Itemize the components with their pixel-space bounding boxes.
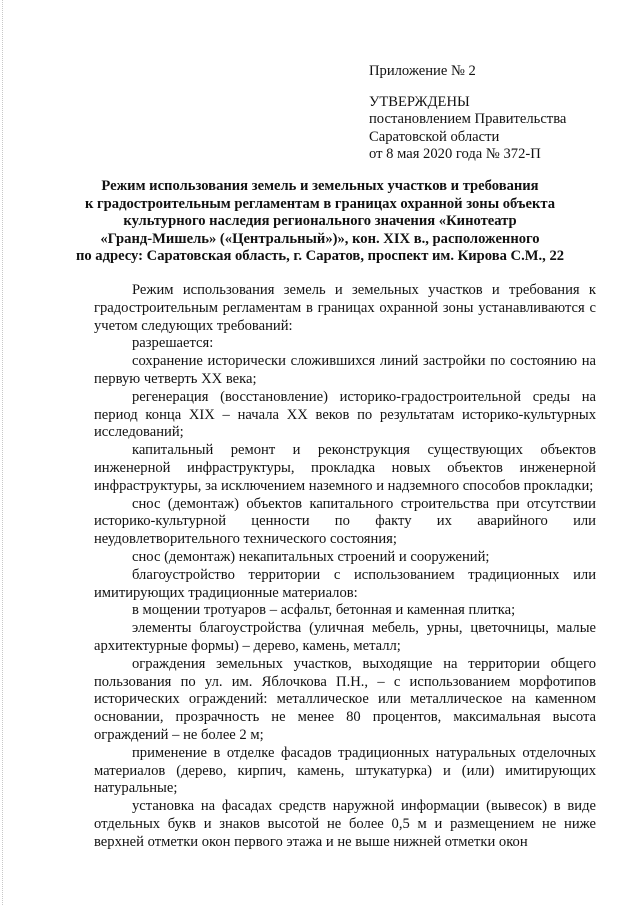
paragraph: ограждения земельных участков, выходящие на территории общего пользования по ул. им. Яблочкова П.Н., – с использованием морфотипов исторических ограждений: металлическое или металлическое на каменном основании, прозрачность не менее 80 процентов, максимальная высота ограждений – не более 2 м; [94, 655, 596, 743]
paragraph: регенерация (восстановление) историко-градостроительной среды на период конца XIX – начала XX веков по результатам историко-культурных исследований; [94, 388, 596, 441]
approval-line: от 8 мая 2020 года № 372-П [369, 146, 541, 162]
approval-line: УТВЕРЖДЕНЫ [369, 93, 470, 110]
appendix-label: Приложение № 2 [369, 63, 476, 79]
paragraph: сохранение исторически сложившихся линий застройки по состоянию на первую четверть XX века; [94, 353, 596, 387]
approval-block [369, 63, 566, 164]
paragraph: элементы благоустройства (уличная мебель, урны, цветочницы, малые архитектурные формы) – дерево, камень, металл; [94, 620, 596, 654]
approval-line: постановлением Правительства [369, 111, 567, 127]
paragraph: снос (демонтаж) некапитальных строений и сооружений; [132, 548, 490, 565]
paragraph: благоустройство территории с использованием традиционных или имитирующих традиционные материалов: [94, 566, 596, 601]
paragraph: Режим использования земель и земельных участков и требования к градостроительным регламентам в границах охранной зоны устанавливаются с учетом следующих требований: [94, 282, 596, 334]
title-line: «Гранд-Мишель» («Центральный»)», кон. XIX в., расположенного [100, 230, 540, 247]
paragraph: разрешается: [132, 335, 214, 352]
paragraph: применение в отделке фасадов традиционных натуральных отделочных материалов (дерево, кирпич, камень, штукатурка) и (или) имитирующих натуральные; [94, 744, 596, 797]
paragraph: в мощении тротуаров – асфальт, бетонная и каменная плитка; [132, 602, 516, 619]
title-line: по адресу: Саратовская область, г. Саратов, проспект им. Кирова С.М., 22 [75, 248, 565, 264]
document-title [60, 178, 580, 266]
scan-edge-dots [2, 0, 4, 905]
document-body [94, 282, 596, 852]
paragraph: установка на фасадах средств наружной информации (вывесок) в виде отдельных букв и знаков высотой не более 0,5 м и размещением не ниже верхней отметки окон первого этажа и не выше нижней отметки окон [94, 798, 596, 850]
title-line: Режим использования земель и земельных участков и требования [101, 178, 539, 194]
paragraph: капитальный ремонт и реконструкция существующих объектов инженерной инфраструктуры, прокладка новых объектов инженерной инфраструктуры, за исключением наземного и надземного способов прокладки; [94, 442, 596, 494]
title-line: к градостроительным регламентам в границах охранной зоны объекта [84, 195, 556, 212]
paragraph: снос (демонтаж) объектов капитального строительства при отсутствии историко-культурной ценности по факту их аварийного или неудовлетворительного технического состояния; [94, 495, 596, 548]
approval-line: Саратовской области [369, 128, 500, 145]
title-line: культурного наследия регионального значения «Кинотеатр [123, 213, 517, 229]
